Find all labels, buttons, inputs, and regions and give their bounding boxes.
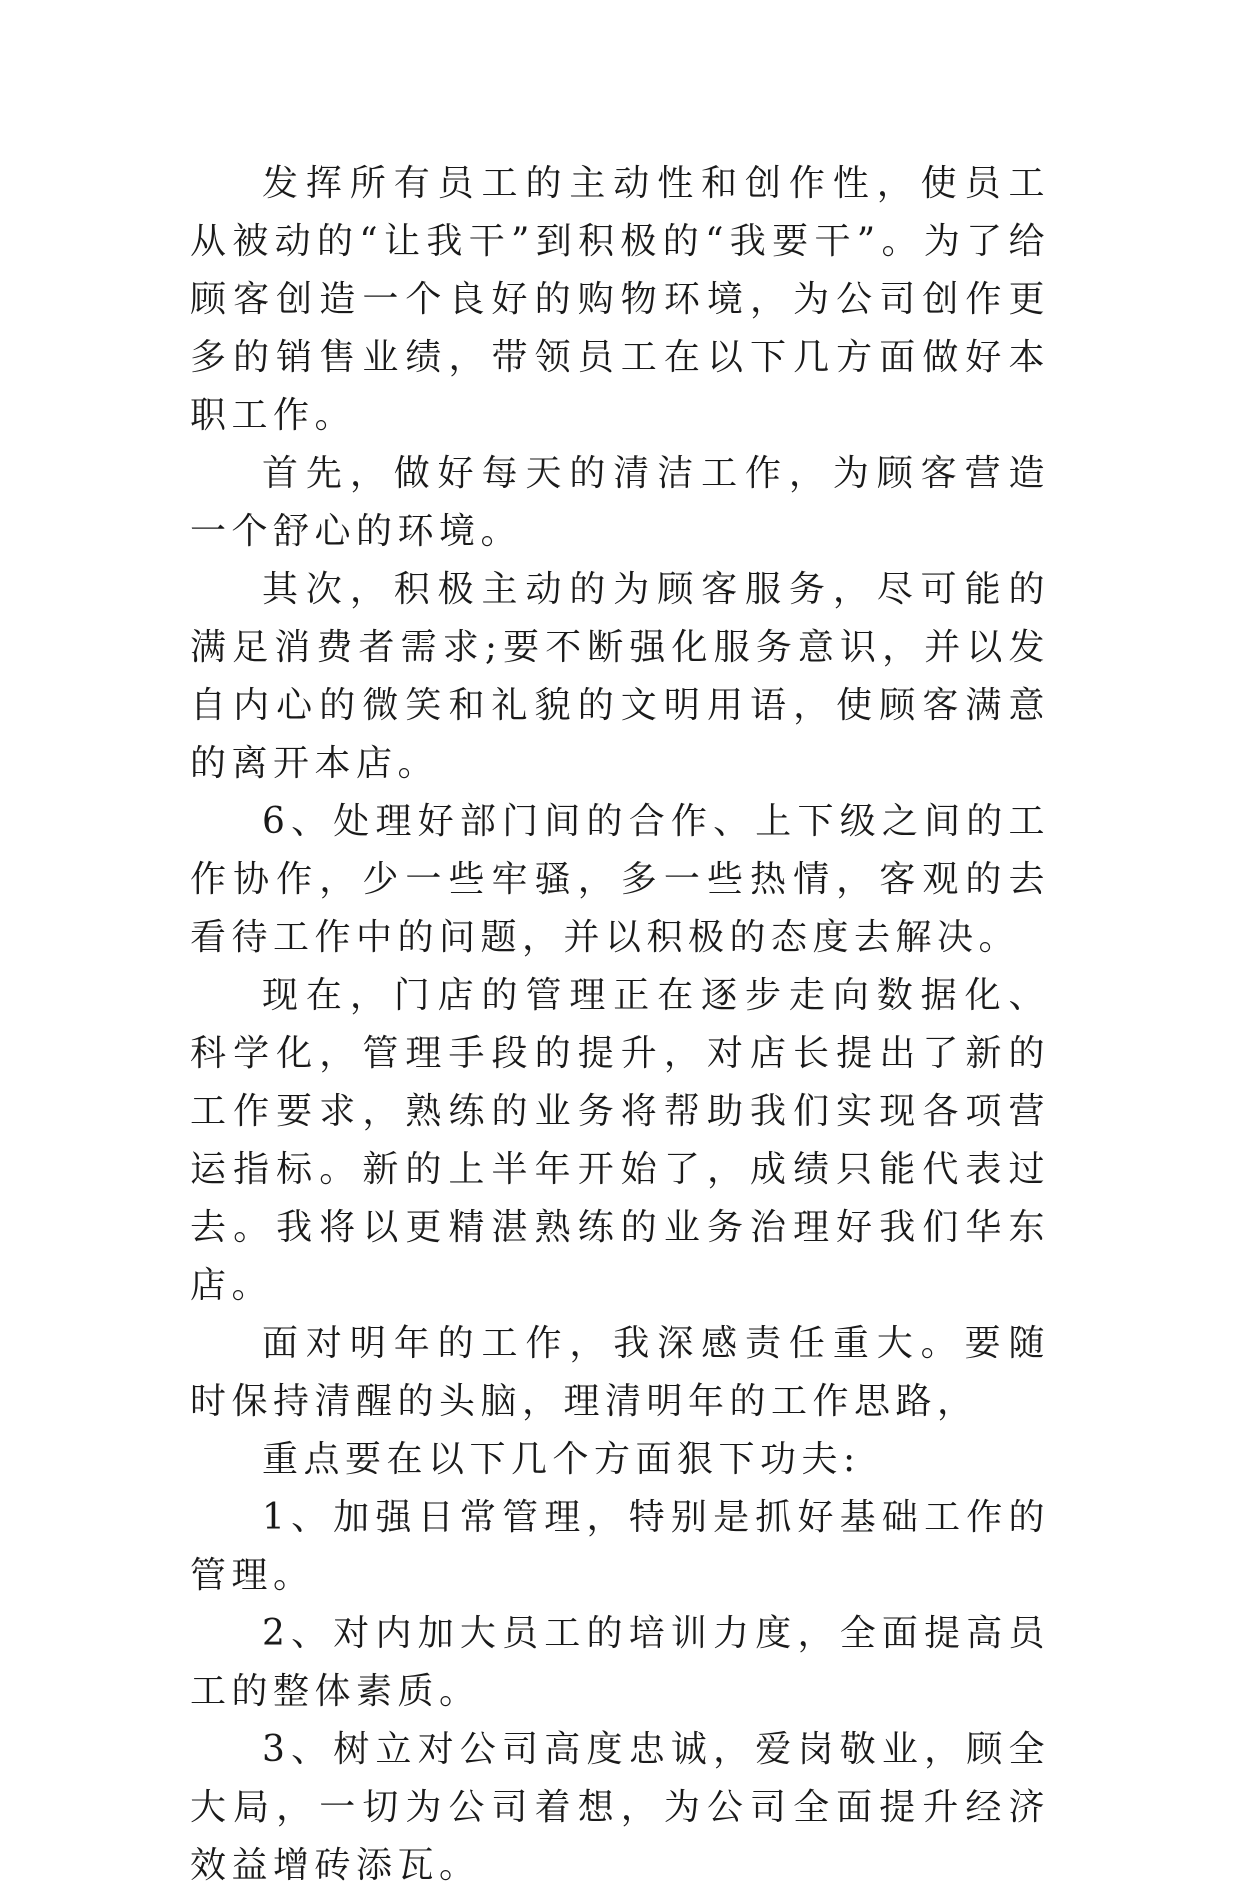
paragraph-cleaning: 首先，做好每天的清洁工作，为顾客营造一个舒心的环境。 — [190, 453, 1050, 552]
paragraph-cooperation: 6、处理好部门间的合作、上下级之间的工作协作，少一些牢骚，多一些热情，客观的去看待工作中的问题，并以积极的态度去解决。 — [190, 801, 1050, 958]
paragraph-motivate-staff: 发挥所有员工的主动性和创作性，使员工从被动的“让我干”到积极的“我要干”。为了给顾客创造一个良好的购物环境，为公司创作更多的销售业绩，带领员工在以下几方面做好本职工作。 — [190, 163, 1050, 436]
list-item-3: 3、树立对公司高度忠诚，爱岗敬业，顾全大局，一切为公司着想，为公司全面提升经济效益增砖添瓦。 — [190, 1729, 1050, 1886]
paragraph-management: 现在，门店的管理正在逐步走向数据化、科学化，管理手段的提升，对店长提出了新的工作要求，熟练的业务将帮助我们实现各项营运指标。新的上半年开始了，成绩只能代表过去。我将以更精湛熟练的业务治理好我们华东店。 — [190, 975, 1050, 1306]
paragraph-customer-service: 其次，积极主动的为顾客服务，尽可能的满足消费者需求;要不断强化服务意识，并以发自内心的微笑和礼貌的文明用语，使顾客满意的离开本店。 — [190, 569, 1050, 784]
paragraph-next-year: 面对明年的工作，我深感责任重大。要随时保持清醒的头脑，理清明年的工作思路， — [190, 1323, 1050, 1422]
list-item-1: 1、加强日常管理，特别是抓好基础工作的管理。 — [190, 1497, 1050, 1596]
paragraph-key-points: 重点要在以下几个方面狠下功夫: — [262, 1439, 861, 1480]
list-item-2: 2、对内加大员工的培训力度，全面提高员工的整体素质。 — [190, 1613, 1050, 1712]
document-body — [190, 155, 1050, 1895]
